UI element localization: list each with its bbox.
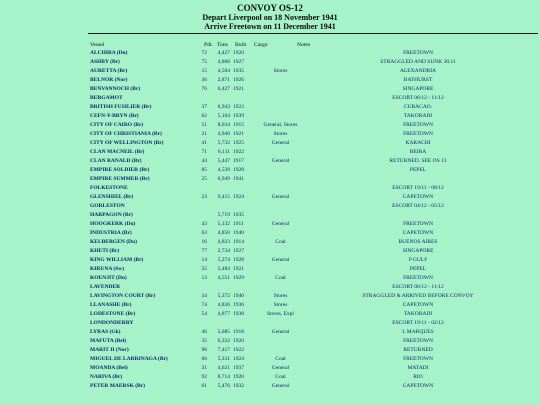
- table-row: [90, 310, 528, 319]
- cell-built: 1936: [233, 302, 244, 308]
- cell-vessel: CITY OF WELLINGTON (Br): [90, 140, 164, 146]
- cell-cargo: [253, 211, 308, 220]
- cell-built: [233, 283, 253, 292]
- cell-tons: 8,034: [217, 122, 230, 128]
- cell-built: 1920: [233, 50, 244, 56]
- cell-notes: FREETOWN: [403, 221, 433, 227]
- cell-pdt: 31: [201, 365, 207, 371]
- cell-vessel: PETER MAERSK (Br): [90, 383, 145, 389]
- cell-notes: ALEXANDRIA: [399, 68, 437, 74]
- table-row: [90, 67, 528, 76]
- cell-built: 1932: [233, 383, 244, 389]
- cell-cargo: [253, 148, 308, 157]
- cell-cargo: General: [271, 221, 290, 227]
- cell-cargo: Stores, Expl: [267, 311, 294, 317]
- cell-tons: 6,427: [217, 86, 230, 92]
- cell-vessel: MARIT II (Nor): [90, 347, 129, 353]
- cell-cargo: [253, 184, 308, 193]
- cell-tons: 2,734: [217, 248, 230, 254]
- cell-built: 1921: [233, 86, 244, 92]
- cell-built: 1923: [233, 104, 244, 110]
- cell-built: [233, 202, 253, 211]
- cell-pdt: 74: [201, 302, 207, 308]
- cell-built: 1938: [233, 311, 244, 317]
- cell-notes: BATHURST: [403, 77, 433, 83]
- table-row: [90, 112, 528, 121]
- cell-pdt: 44: [201, 158, 207, 164]
- cell-notes: [308, 175, 528, 184]
- cell-vessel: CLAN RANALD (Br): [90, 158, 142, 164]
- cell-cargo: General: [271, 194, 290, 200]
- cell-cargo: [253, 76, 308, 85]
- cell-pdt: 37: [201, 104, 207, 110]
- cell-tons: 4,836: [217, 302, 230, 308]
- cell-vessel: CLAN MACNEIL (Br): [90, 149, 145, 155]
- table-row: [90, 328, 528, 337]
- cell-cargo: Coal: [275, 374, 286, 380]
- cell-pdt: 23: [201, 194, 207, 200]
- cell-notes: P GULF: [408, 257, 428, 263]
- cell-notes: FREETOWN: [403, 122, 433, 128]
- cell-pdt: 51: [201, 122, 207, 128]
- cell-vessel: LYRAS (Gk): [90, 329, 121, 335]
- cell-notes: CURACAO.: [403, 104, 433, 110]
- table-row: [90, 256, 528, 265]
- cell-tons: 5,476: [217, 383, 230, 389]
- table-row: [90, 346, 528, 355]
- cell-pdt: 66: [201, 356, 207, 362]
- cell-vessel: BERGAMOT: [90, 95, 123, 101]
- cell-vessel: LLANASHE (Br): [90, 302, 132, 308]
- cell-vessel: INDUSTRIA (Br): [90, 230, 132, 236]
- cell-notes: SINGAPORE: [402, 248, 434, 254]
- cell-pdt: [195, 319, 209, 328]
- cell-tons: 4,850: [217, 230, 230, 236]
- col-header-cargo: Cargo: [254, 42, 268, 48]
- table-row: [90, 139, 528, 148]
- cell-built: 1914: [233, 239, 244, 245]
- cell-vessel: GORLESTON: [90, 203, 125, 209]
- cell-vessel: KELBERGEN (Du): [90, 239, 137, 245]
- cell-notes: RETURNED. SEE OS 13: [389, 158, 447, 164]
- cell-vessel: LAVINGTON COURT (Br): [90, 293, 156, 299]
- cell-tons: 4,539: [217, 167, 230, 173]
- cell-pdt: 85: [201, 167, 207, 173]
- cell-built: [233, 184, 253, 193]
- cell-built: 1927: [233, 248, 244, 254]
- cell-built: 1941: [233, 176, 244, 182]
- table-row: [90, 85, 528, 94]
- cell-pdt: 35: [201, 338, 207, 344]
- cell-pdt: 72: [201, 50, 207, 56]
- cell-cargo: General: [271, 383, 290, 389]
- cell-built: 1928: [233, 257, 244, 263]
- cell-notes: SINGAPORE: [402, 86, 434, 92]
- cell-vessel: LAVENDER: [90, 284, 121, 290]
- table-row: [90, 193, 528, 202]
- cell-notes: FREETOWN: [403, 356, 433, 362]
- cell-pdt: [195, 94, 209, 103]
- cell-notes: FREETOWN: [403, 50, 433, 56]
- cell-cargo: General: [271, 158, 290, 164]
- cell-tons: [209, 283, 233, 292]
- cell-vessel: LODESTONE (Br): [90, 311, 136, 317]
- cell-pdt: [195, 283, 209, 292]
- cell-cargo: General, Stores: [263, 122, 298, 128]
- table-row: [90, 94, 528, 103]
- table-row: [90, 373, 528, 382]
- cell-pdt: 41: [201, 140, 207, 146]
- cell-pdt: 96: [201, 347, 207, 353]
- cell-built: [233, 319, 253, 328]
- cell-tons: 7,417: [217, 347, 230, 353]
- cell-cargo: [253, 58, 308, 67]
- cell-cargo: Coal: [275, 239, 286, 245]
- cell-tons: [209, 184, 233, 193]
- table-row: [90, 319, 528, 328]
- cell-vessel: KING WILLIAM (Br): [90, 257, 144, 263]
- cell-vessel: EMPIRE SOLDIER (Br): [90, 167, 150, 173]
- cell-notes: TAKORADI: [403, 311, 433, 317]
- cell-tons: 5,447: [217, 158, 230, 164]
- cell-cargo: [253, 166, 308, 175]
- cell-pdt: 55: [201, 266, 207, 272]
- cell-cargo: Stores: [273, 293, 288, 299]
- cell-vessel: HOOGKERK (Du): [90, 221, 136, 227]
- cell-vessel: BELNOR (Nor): [90, 77, 128, 83]
- cell-notes: MATADI: [407, 365, 429, 371]
- col-header-tons: Tons: [217, 42, 228, 48]
- cell-pdt: 16: [201, 239, 207, 245]
- cell-notes: STRAGGLED AND SUNK 30.11: [380, 59, 456, 65]
- cell-tons: 5,231: [217, 356, 230, 362]
- cell-tons: 5,732: [217, 140, 230, 146]
- cell-vessel: FOLKESTONE: [90, 185, 128, 191]
- cell-pdt: 46: [201, 329, 207, 335]
- cell-notes: KARACHI: [405, 140, 431, 146]
- cell-notes: PEPEL: [409, 167, 427, 173]
- cell-cargo: [253, 346, 308, 355]
- cell-cargo: [253, 229, 308, 238]
- cell-notes: ESCORT 19/11 - 02/12: [392, 320, 444, 326]
- cell-vessel: EMPIRE SUMMER (Br): [90, 176, 150, 182]
- cell-notes: ESCORT 06/12 - 11/12: [392, 95, 444, 101]
- cell-tons: 2,871: [217, 77, 230, 83]
- cell-notes: PEPEL: [409, 266, 427, 272]
- cell-pdt: 71: [201, 149, 207, 155]
- cell-notes: CAPETOWN: [402, 302, 434, 308]
- cell-tons: 6,322: [217, 338, 230, 344]
- cell-cargo: Stores: [273, 302, 288, 308]
- cell-tons: 4,621: [217, 365, 230, 371]
- table-row: [90, 49, 528, 58]
- table-row: [90, 58, 528, 67]
- cell-built: 1935: [233, 212, 244, 218]
- cell-built: 1920: [233, 338, 244, 344]
- table-row: [90, 166, 528, 175]
- cell-tons: 4,823: [217, 239, 230, 245]
- cell-tons: 6,943: [217, 104, 230, 110]
- table-row: [90, 247, 528, 256]
- cell-cargo: Coal: [275, 356, 286, 362]
- cell-tons: [209, 94, 233, 103]
- cell-tons: 5,132: [217, 221, 230, 227]
- cell-tons: 6,111: [218, 149, 230, 155]
- table-row: [90, 364, 528, 373]
- cell-pdt: 14: [201, 257, 207, 263]
- cell-vessel: MOANDA (Bel): [90, 365, 128, 371]
- cell-cargo: [253, 49, 308, 58]
- cell-pdt: 54: [201, 311, 207, 317]
- cell-notes: ESCORT 06/12 - 11/12: [392, 284, 444, 290]
- cell-notes: ESCORT 04/12 - 05/12: [392, 203, 444, 209]
- table-row: [90, 238, 528, 247]
- cell-pdt: [195, 184, 209, 193]
- table-row: [90, 274, 528, 283]
- cell-tons: 5,164: [217, 113, 230, 119]
- cell-vessel: MIGUEL DE LARRINAGA (Br): [90, 356, 168, 362]
- cell-notes: ESCORT 19/11 - 08/12: [392, 185, 444, 191]
- cell-cargo: Stores: [273, 131, 288, 137]
- cell-vessel: BRITISH FUSILIER (Br): [90, 104, 152, 110]
- cell-cargo: Stores: [273, 68, 288, 74]
- table-row: [90, 265, 528, 274]
- cell-cargo: [253, 283, 308, 292]
- cell-tons: 4,427: [217, 50, 230, 56]
- table-row: [90, 121, 528, 130]
- departure-line: Depart Liverpool on 18 November 1941: [202, 13, 338, 22]
- cell-pdt: 77: [201, 248, 207, 254]
- cell-tons: [209, 202, 233, 211]
- cell-pdt: 21: [201, 131, 207, 137]
- arrival-line: Arrive Freetown on 11 December 1941: [204, 22, 336, 31]
- cell-built: 1937: [233, 365, 244, 371]
- table-row: [90, 283, 528, 292]
- cell-vessel: ALCHIBA (Du): [90, 50, 128, 56]
- cell-built: 1939: [233, 113, 244, 119]
- cell-pdt: 92: [201, 374, 207, 380]
- cell-notes: CAPETOWN: [402, 194, 434, 200]
- cell-vessel: BENVANNOCH (Br): [90, 86, 141, 92]
- cell-tons: 4,877: [217, 311, 230, 317]
- cell-cargo: [253, 103, 308, 112]
- cell-notes: FREETOWN: [403, 131, 433, 137]
- table-row: [90, 337, 528, 346]
- table-row: [90, 175, 528, 184]
- cell-notes: TAKORADI: [403, 113, 433, 119]
- page-title: CONVOY OS-12: [237, 3, 303, 13]
- cell-tons: 8,714: [217, 374, 230, 380]
- cell-notes: BEIRA: [409, 149, 427, 155]
- cell-cargo: General: [271, 140, 290, 146]
- table-row: [90, 202, 528, 211]
- table-row: [90, 301, 528, 310]
- cell-tons: 5,372: [217, 293, 230, 299]
- cell-notes: CAPETOWN: [402, 383, 434, 389]
- cell-pdt: 76: [201, 86, 207, 92]
- table-row: [90, 103, 528, 112]
- convoy-table: [90, 49, 528, 391]
- cell-notes: STRAGGLED & ARRIVED BEFORE CONVOY: [362, 293, 474, 299]
- cell-cargo: General: [271, 329, 290, 335]
- cell-built: 1924: [233, 194, 244, 200]
- cell-built: [233, 94, 253, 103]
- cell-notes: RETURNED: [403, 347, 433, 353]
- cell-notes: [308, 211, 528, 220]
- cell-pdt: 13: [201, 275, 207, 281]
- cell-cargo: Coal: [275, 275, 286, 281]
- col-header-built: Built: [235, 42, 247, 48]
- cell-cargo: [253, 265, 308, 274]
- cell-built: 1918: [233, 329, 244, 335]
- cell-built: 1924: [233, 356, 244, 362]
- cell-vessel: NARIVA (Br): [90, 374, 123, 380]
- cell-cargo: General: [271, 365, 290, 371]
- cell-pdt: [195, 211, 209, 220]
- cell-built: 1920: [233, 374, 244, 380]
- cell-built: 1929: [233, 275, 244, 281]
- cell-notes: L MARQUES: [402, 329, 434, 335]
- cell-cargo: [253, 175, 308, 184]
- cell-vessel: CITY OF CAIRO (Br): [90, 122, 144, 128]
- cell-vessel: KIRUNA (Sw): [90, 266, 125, 272]
- table-row: [90, 220, 528, 229]
- cell-notes: CAPETOWN: [402, 230, 434, 236]
- cell-built: 1922: [233, 149, 244, 155]
- cell-built: 1926: [233, 77, 244, 83]
- cell-vessel: CITY OF CHRISTIANIA (Br): [90, 131, 162, 137]
- table-row: [90, 382, 528, 391]
- cell-built: 1917: [233, 158, 244, 164]
- cell-notes: BUENOS AIRES: [398, 239, 438, 245]
- cell-tons: 4,551: [217, 275, 230, 281]
- cell-tons: 5,685: [217, 329, 230, 335]
- cell-vessel: CEFN-Y-BRYN (Br): [90, 113, 139, 119]
- cell-built: 1921: [233, 131, 244, 137]
- cell-cargo: General: [271, 257, 290, 263]
- cell-tons: 5,719: [217, 212, 230, 218]
- col-header-notes: Notes: [297, 42, 311, 48]
- col-header-vessel: Vessel: [90, 42, 105, 48]
- cell-built: 1921: [233, 266, 244, 272]
- col-header-pdt: Pdt.: [204, 42, 213, 48]
- cell-pdt: 61: [201, 383, 207, 389]
- cell-pdt: 75: [201, 59, 207, 65]
- table-row: [90, 211, 528, 220]
- table-row: [90, 130, 528, 139]
- cell-cargo: [253, 247, 308, 256]
- cell-vessel: MAFUTA (Bel): [90, 338, 127, 344]
- cell-tons: 5,484: [217, 266, 230, 272]
- cell-tons: 5,274: [217, 257, 230, 263]
- table-row: [90, 76, 528, 85]
- cell-built: 1911: [233, 221, 244, 227]
- table-row: [90, 292, 528, 301]
- table-row: [90, 184, 528, 193]
- cell-cargo: [253, 319, 308, 328]
- cell-pdt: 15: [201, 68, 207, 74]
- table-row: [90, 229, 528, 238]
- cell-pdt: 34: [201, 293, 207, 299]
- cell-notes: FREETOWN: [403, 275, 433, 281]
- cell-notes: RIO: [413, 374, 423, 380]
- cell-vessel: GLENSHIEL (Br): [90, 194, 134, 200]
- cell-tons: [209, 319, 233, 328]
- cell-vessel: HARPAGON (Br): [90, 212, 133, 218]
- cell-pdt: [195, 202, 209, 211]
- cell-pdt: 62: [201, 113, 207, 119]
- cell-tons: 6,949: [217, 176, 230, 182]
- cell-built: 1927: [233, 59, 244, 65]
- cell-pdt: 43: [201, 221, 207, 227]
- cell-tons: 4,564: [217, 68, 230, 74]
- cell-cargo: [253, 337, 308, 346]
- cell-cargo: [253, 94, 308, 103]
- cell-built: 1915: [233, 122, 244, 128]
- table-row: [90, 148, 528, 157]
- cell-notes: FREETOWN: [403, 338, 433, 344]
- cell-tons: 4,940: [217, 131, 230, 137]
- cell-built: 1922: [233, 347, 244, 353]
- cell-vessel: KHETI (Br): [90, 248, 120, 254]
- cell-vessel: LONDONDERRY: [90, 320, 134, 326]
- table-row: [90, 355, 528, 364]
- cell-pdt: 63: [201, 230, 207, 236]
- cell-cargo: [253, 85, 308, 94]
- cell-tons: 9,415: [217, 194, 230, 200]
- cell-pdt: 25: [201, 176, 207, 182]
- cell-vessel: ASHBY (Br): [90, 59, 120, 65]
- cell-pdt: 36: [201, 77, 207, 83]
- table-row: [90, 157, 528, 166]
- cell-vessel: KOENJIT (Du): [90, 275, 127, 281]
- cell-built: 1925: [233, 140, 244, 146]
- header-divider: [88, 33, 538, 34]
- cell-built: 1928: [233, 167, 244, 173]
- cell-built: 1940: [233, 293, 244, 299]
- cell-built: 1935: [233, 68, 244, 74]
- cell-cargo: [253, 112, 308, 121]
- cell-vessel: AURETTA (Br): [90, 68, 128, 74]
- cell-cargo: [253, 202, 308, 211]
- cell-tons: 4,868: [217, 59, 230, 65]
- cell-built: 1940: [233, 230, 244, 236]
